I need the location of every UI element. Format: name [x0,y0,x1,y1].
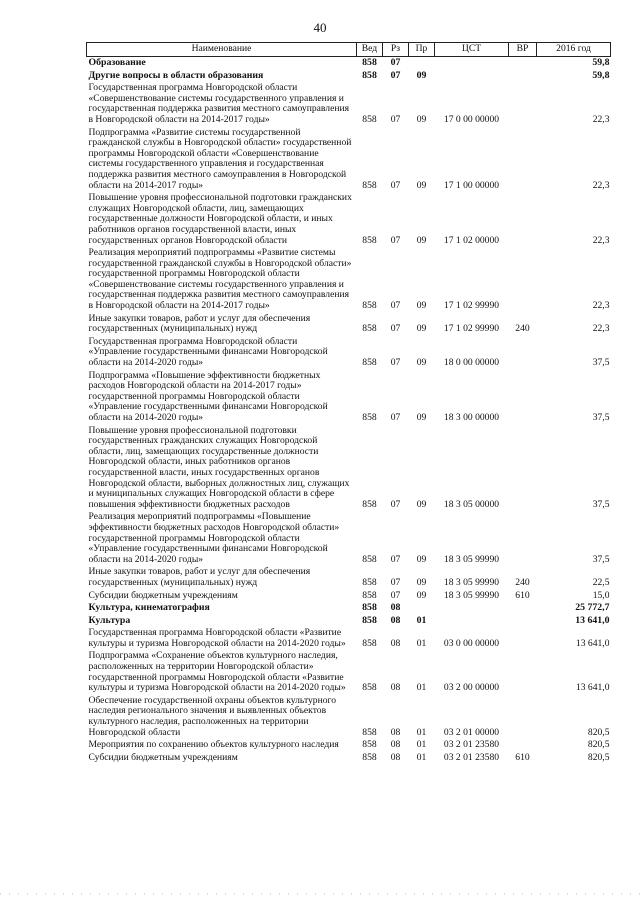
row-cst: 18 0 00 00000 [443,357,500,369]
header-name: Наименование [87,43,357,57]
row-amount: 22,3 [592,300,610,312]
row-pr: 09 [416,357,427,369]
row-rz: 07 [390,57,401,68]
table-header [87,43,611,57]
row-ved: 858 [362,739,377,751]
row-amount: 37,5 [592,357,610,369]
row-name: Реализация мероприятий подпрограммы «Повышение эффективности бюджетных расходов Новгородской области» государственной программы Новгородской области «Управление государственными финансами Новгородской области на 2014-2020 годы» [88,511,340,565]
page-number: 40 [313,20,327,35]
table-row [87,627,611,650]
row-amount: 13 641,0 [575,614,610,626]
row-rz: 07 [390,357,401,369]
row-vr [509,627,537,650]
row-ved: 858 [362,576,377,588]
row-name: Подпрограмма «Сохранение объектов культурного наследия, расположенных на территории Новгородской области» государственной программы Новгородской области «Развитие культуры и туризма Новгородской области на 2014-2020 годы» [88,650,346,694]
row-ved: 858 [362,179,377,191]
row-amount: 22,3 [592,323,610,335]
table-row [87,615,611,628]
row-amount: 59,8 [592,69,610,81]
row-vr: 240 [515,576,530,588]
row-pr: 01 [416,637,427,649]
table-row [87,739,611,752]
row-rz: 07 [390,498,401,510]
row-name: Культура [88,614,131,626]
header-ved: Вед [357,43,383,57]
row-ved: 858 [362,726,377,738]
row-ved: 858 [362,69,377,81]
row-rz: 08 [390,682,401,694]
row-ved: 858 [362,589,377,601]
row-cst: 03 0 00 00000 [443,637,500,649]
row-amount: 820,5 [587,739,610,751]
row-ved: 858 [362,300,377,312]
row-rz: 07 [390,412,401,423]
table-row [87,752,611,765]
table-row [87,313,611,336]
row-pr: 01 [416,614,427,626]
row-vr: 610 [515,751,530,763]
row-ved: 858 [362,682,377,694]
table-row [87,511,611,566]
row-ved: 858 [362,553,377,565]
row-amount: 59,8 [592,57,610,68]
row-rz: 08 [390,602,401,614]
row-name: Субсидии бюджетным учреждениям [88,751,238,763]
row-cst [435,602,509,615]
row-cst: 03 2 00 00000 [443,682,500,694]
table-row [87,370,611,425]
table-row [87,590,611,603]
row-name: Обеспечение государственной охраны объектов культурного наследия регионального значения и выявленных объектов культурного наследия, расположенных на территории Новгородской области [88,694,337,738]
row-rz: 07 [390,576,401,588]
header-rz: Рз [383,43,409,57]
row-rz: 08 [390,637,401,649]
row-rz: 08 [390,739,401,751]
row-name: Реализация мероприятий подпрограммы «Развитие системы государственной гражданской службы в Новгородской области» государственной программы Новгородской области «Совершенствование системы государственного управления и государственная поддержка развития местного самоуправления в Новгородской области на 2014-2017 годы» [88,247,352,312]
row-cst [435,70,509,83]
row-rz: 07 [390,553,401,565]
header-year: 2016 год [537,43,611,57]
row-vr: 240 [515,323,530,335]
row-pr: 01 [416,751,427,763]
table-row [87,57,611,70]
row-rz: 08 [390,614,401,626]
row-cst: 03 2 01 23580 [443,751,500,763]
row-vr [509,82,537,126]
row-cst: 17 1 00 00000 [443,179,500,191]
row-cst: 17 1 02 99990 [443,323,500,335]
row-name: Повышение уровня профессиональной подготовки государственных гражданских служащих Новгородской области, лиц, замещающих государственные должности Новгородской области, иных работников органов государственной власти, иных государственных органов Новгородской области, выборных должностных лиц, служащих и муниципальных служащих Новгородской области в сфере повышения эффективности бюджетных расходов [88,424,350,510]
row-vr [509,192,537,247]
row-pr [409,602,435,615]
table-row [87,82,611,126]
row-ved: 858 [362,323,377,335]
row-name: Повышение уровня профессиональной подготовки гражданских служащих Новгородской области, лиц, замещающих государственные должности Новгородской области, и иных работников органов государственной власти, иных государственных органов Новгородской области [88,192,352,246]
row-pr: 01 [416,682,427,694]
row-vr [509,511,537,566]
table-row [87,247,611,313]
row-vr [509,336,537,370]
row-amount: 22,3 [592,113,610,125]
row-vr [509,615,537,628]
row-rz: 08 [390,751,401,763]
row-amount: 37,5 [592,553,610,565]
row-name: Государственная программа Новгородской области «Управление государственными финансами Новгородской области на 2014-2020 годы» [88,335,328,369]
row-amount: 22,3 [592,179,610,191]
table-row [87,695,611,739]
row-pr: 01 [416,739,427,751]
row-vr [509,57,537,70]
row-cst: 03 2 01 23580 [443,739,500,751]
row-pr: 09 [416,589,427,601]
row-pr [409,57,435,70]
row-pr: 01 [416,726,427,738]
row-rz: 07 [390,69,401,81]
row-rz: 07 [390,179,401,191]
row-vr [509,70,537,83]
header-pr: Пр [409,43,435,57]
row-cst: 18 3 05 00000 [443,498,500,510]
row-cst: 17 1 02 00000 [443,234,500,246]
header-vr: ВР [509,43,537,57]
row-name: Другие вопросы в области образования [88,69,264,81]
row-name: Культура, кинематография [88,602,210,614]
table-row [87,425,611,512]
row-pr: 09 [416,323,427,335]
row-vr: 610 [515,589,530,601]
budget-table [86,42,611,764]
row-cst: 18 3 05 99990 [443,576,500,588]
scan-artifact-line [0,893,640,895]
row-rz: 07 [390,323,401,335]
row-name: Подпрограмма «Повышение эффективности бюджетных расходов Новгородской области на 2014-2017 годы» государственной программы Новгородской области «Управление государственными финансами Новгородской области на 2014-2020 годы» [88,369,328,423]
row-vr [509,695,537,739]
row-vr [509,247,537,313]
row-amount: 25 772,7 [575,602,610,614]
table-row [87,336,611,370]
row-vr [509,127,537,193]
row-rz: 07 [390,300,401,312]
row-ved: 858 [362,602,377,614]
row-ved: 858 [362,751,377,763]
row-amount: 15,0 [592,589,610,601]
row-amount: 13 641,0 [575,682,610,694]
row-name: Государственная программа Новгородской области «Совершенствование системы государственного управления и государственная поддержка развития местного самоуправления в Новгородской области на 2014-2017 годы» [88,82,350,125]
row-amount: 820,5 [587,751,610,763]
table-row [87,650,611,694]
row-pr: 09 [416,300,427,312]
row-vr [509,602,537,615]
row-cst: 18 3 00 00000 [443,412,500,423]
row-pr: 09 [416,498,427,510]
row-vr [509,650,537,694]
table-row [87,192,611,247]
row-name: Субсидии бюджетным учреждениям [88,589,238,601]
row-pr: 09 [416,553,427,565]
row-pr: 09 [416,412,427,423]
row-name: Подпрограмма «Развитие системы государственной гражданской службы в Новгородской области» государственной программы Новгородской области «Совершенствование системы государственного управления и государственная поддержка развития местного самоуправления в Новгородской области на 2014-2017 годы» [88,126,352,191]
table-row [87,70,611,83]
table-row [87,602,611,615]
row-name: Образование [88,57,146,68]
row-ved: 858 [362,412,377,423]
row-amount: 37,5 [592,412,610,423]
row-amount: 22,5 [592,576,610,588]
row-name: Иные закупки товаров, работ и услуг для обеспечения государственных (муниципальных) нужд [88,566,311,588]
row-name: Иные закупки товаров, работ и услуг для обеспечения государственных (муниципальных) нужд [88,312,311,335]
row-cst: 17 1 02 99990 [443,300,500,312]
table-row [87,127,611,193]
row-rz: 07 [390,234,401,246]
row-ved: 858 [362,57,377,68]
row-pr: 09 [416,113,427,125]
row-pr: 09 [416,234,427,246]
row-vr [509,370,537,425]
row-cst: 17 0 00 00000 [443,113,500,125]
row-amount: 13 641,0 [575,637,610,649]
row-vr [509,425,537,512]
row-amount: 22,3 [592,234,610,246]
row-cst: 18 3 05 99990 [443,589,500,601]
row-ved: 858 [362,614,377,626]
row-pr: 09 [416,179,427,191]
row-cst [435,57,509,70]
row-name: Государственная программа Новгородской области «Развитие культуры и туризма Новгородской области на 2014-2020 годы» [88,627,346,649]
row-vr [509,739,537,752]
row-rz: 07 [390,589,401,601]
row-cst: 18 3 05 99990 [443,553,500,565]
row-amount: 820,5 [587,726,610,738]
row-amount: 37,5 [592,498,610,510]
row-cst: 03 2 01 00000 [443,726,500,738]
table-body [87,57,611,765]
row-pr: 09 [416,69,427,81]
row-ved: 858 [362,113,377,125]
table-row [87,566,611,589]
row-ved: 858 [362,498,377,510]
row-cst [435,615,509,628]
row-rz: 08 [390,726,401,738]
header-cst: ЦСТ [435,43,509,57]
row-rz: 07 [390,113,401,125]
row-ved: 858 [362,357,377,369]
row-pr: 09 [416,576,427,588]
row-ved: 858 [362,637,377,649]
row-name: Мероприятия по сохранению объектов культурного наследия [88,739,339,751]
row-ved: 858 [362,234,377,246]
